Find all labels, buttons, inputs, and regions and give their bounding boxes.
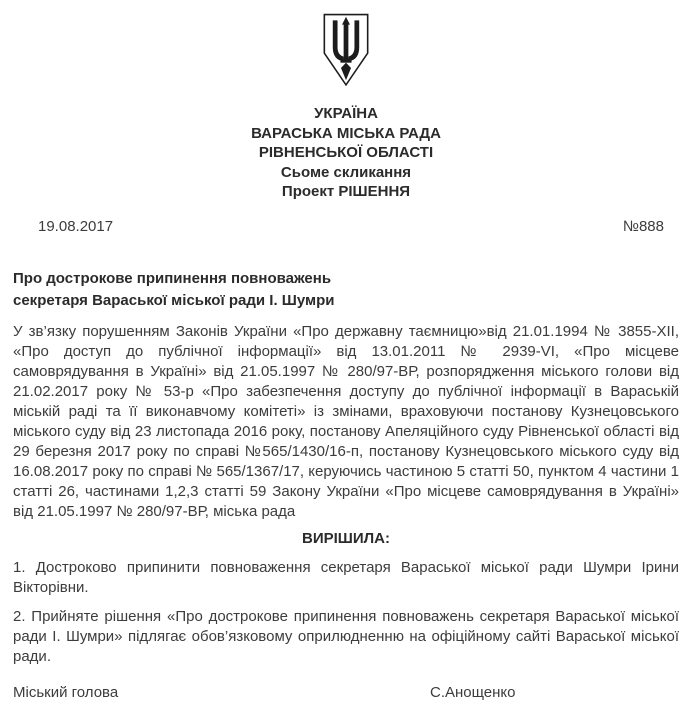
subject-line-1: Про дострокове припинення повноважень	[13, 269, 332, 287]
header-council: ВАРАСЬКА МІСЬКА РАДА	[251, 124, 441, 142]
resolution-item-1: 1. Достроково припинити повноваження секретаря Вараської міської ради Шумри Ірини Вікторівни.	[13, 558, 679, 596]
resolution-heading: ВИРІШИЛА:	[302, 529, 390, 547]
header-region: РІВНЕНСЬКОЇ ОБЛАСТІ	[258, 144, 434, 161]
coat-of-arms	[319, 13, 373, 87]
document-header	[13, 104, 679, 202]
header-doc-type: Проект РІШЕННЯ	[281, 183, 411, 200]
document-date: 19.08.2017	[38, 217, 114, 235]
document-subject	[13, 268, 679, 312]
header-session: Сьоме скликання	[280, 163, 412, 181]
ukraine-trident-icon	[319, 13, 373, 87]
signature-position: Міський голова	[13, 683, 119, 701]
resolution-item-2: 2. Прийняте рішення «Про дострокове припинення повноважень секретаря Вараської міської ради І. Шумри» підлягає обов’язковому оприлюдненню на офіційному сайті Вараської міської ради.	[13, 607, 679, 665]
signature-name: С.Анощенко	[430, 683, 516, 701]
document-number: №888	[622, 217, 664, 235]
document-body: У зв’язку порушенням Законів України «Про державну таємницю»від 21.01.1994 № 3855-XII, «Про доступ до публічної інформації» від 13.01.2011 № 2939-VI, «Про місцеве самоврядування в Україні» від 21.05.1997 № 280/97-ВР, розпорядження міського голови від 21.02.2017 року № 53-р «Про забезпечення доступу до публічної інформації в Вараській міській раді та її виконавчому комітеті» із змінами, враховуючи постанову Кузнецовського міського суду від 23 листопада 2016 року, постанову Апеляційного суду Рівненської області від 29 березня 2017 року по справі №565/1430/16-п, постанову Кузнецовського міського суду від 16.08.2017 року по справі № 565/1367/17, керуючись частиною 5 статті 50, пунктом 4 частини 1 статті 26, частинами 1,2,3 статті 59 Закону України «Про місцеве самоврядування в Україні» від 21.05.1997 № 280/97-ВР, міська рада	[13, 322, 679, 520]
signature-row	[13, 683, 679, 703]
meta-row	[13, 217, 679, 237]
header-country: УКРАЇНА	[314, 105, 378, 122]
subject-line-2: секретаря Вараської міської ради І. Шумри	[13, 291, 335, 309]
